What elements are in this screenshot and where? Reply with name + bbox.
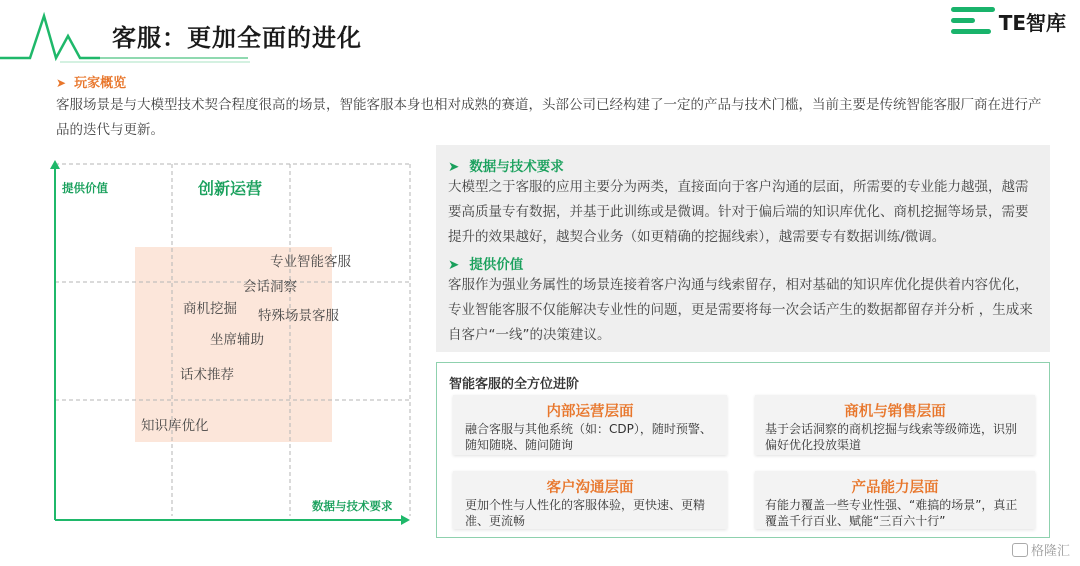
card-body: 更加个性与人性化的客服体验，更快速、更精准、更流畅: [465, 498, 706, 528]
chevron-right-icon: ➤: [56, 76, 67, 90]
card-body: 基于会话洞察的商机挖掘与线索等级筛选，识别偏好优化投放渠道: [765, 422, 1018, 452]
card-sales: [755, 395, 1035, 455]
card-customer-comm: [453, 471, 727, 529]
value-heading-label: 提供价值: [469, 257, 524, 273]
overview-heading: [56, 72, 126, 91]
overview-heading-label: 玩家概览: [74, 76, 127, 91]
matrix-item: 特殊场景客服: [258, 308, 339, 324]
advance-box-title: 智能客服的全方位进阶: [449, 377, 580, 392]
value-tech-matrix: [40, 158, 425, 528]
y-axis-label: 提供价值: [62, 181, 108, 195]
matrix-item: 专业智能客服: [270, 254, 351, 270]
te-logo-icon: [951, 5, 995, 37]
matrix-item: 商机挖掘: [183, 301, 237, 317]
card-title: 产品能力层面: [851, 480, 939, 496]
watermark-text: 格隆汇: [1030, 544, 1070, 559]
card-title: 内部运营层面: [546, 404, 634, 420]
data-tech-text: 大模型之于客服的应用主要分为两类，直接面向于客户沟通的层面，所需要的专业能力越强，越需要高质量专有数据，并基于此训练或是微调。针对于偏后端的知识库优化、商机挖掘等场景，需要提升的效果越好，越契合业务（如更精确的挖掘线索），越需要专有数据训练/微调。: [448, 179, 1029, 245]
card-product: [755, 471, 1035, 529]
overview-text: 客服场景是与大模型技术契合程度很高的场景，智能客服本身也相对成熟的赛道，头部公司已经构建了一定的产品与技术门槛，当前主要是传统智能客服厂商在进行产品的迭代与更新。: [56, 97, 1042, 138]
x-axis-label: 数据与技术要求: [312, 499, 393, 513]
logo-text: TE智库: [998, 10, 1066, 35]
value-text: 客服作为强业务属性的场景连接着客户沟通与线索留存，相对基础的知识库优化提供着内容优化，专业智能客服不仅能解决专业性的问题，更是需要将每一次会话产生的数据都留存并分析 ，生成来自客户“一线”的决策建议。: [448, 277, 1033, 343]
page-title: 客服：更加全面的进化: [112, 24, 362, 52]
matrix-item: 话术推荐: [180, 367, 234, 383]
data-tech-heading: [448, 155, 564, 175]
watermark: [1012, 540, 1070, 559]
matrix-item: 坐席辅助: [210, 332, 264, 348]
gelonghui-logo-icon: [1012, 543, 1028, 557]
card-body: 有能力覆盖一些专业性强、“难搞的场景”，真正覆盖千行百业、赋能“三百六十行”: [765, 498, 1018, 528]
value-heading: [448, 253, 523, 273]
logo: [951, 5, 1066, 37]
data-tech-heading-label: 数据与技术要求: [469, 159, 564, 175]
matrix-item: 会话洞察: [243, 279, 297, 295]
chevron-right-icon: ➤: [448, 159, 460, 175]
card-internal-ops: [453, 395, 727, 455]
advance-box: [436, 362, 1050, 538]
chevron-right-icon: ➤: [448, 257, 460, 273]
card-title: 商机与销售层面: [844, 404, 946, 420]
matrix-item: 知识库优化: [141, 418, 209, 434]
card-title: 客户沟通层面: [546, 480, 634, 496]
card-body: 融合客服与其他系统（如：CDP），随时预警、随知随晓、随问随询: [465, 422, 712, 452]
quadrant-title: 创新运营: [198, 179, 263, 198]
explanation-panel: [436, 145, 1050, 352]
